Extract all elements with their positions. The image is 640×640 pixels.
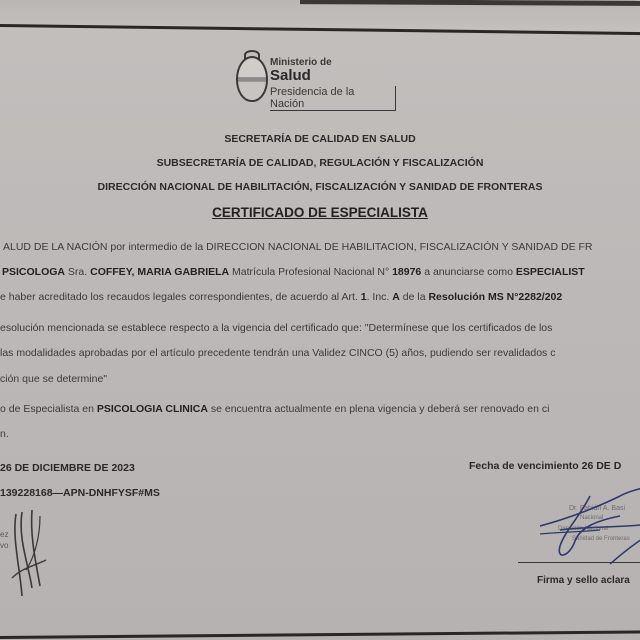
inc-value: A	[392, 291, 400, 303]
signature-line	[518, 562, 640, 563]
especialista-en-text: o de Especialista en	[0, 403, 97, 415]
announce-text: a anunciarse como	[421, 266, 516, 278]
paragraph-line-6: ción que se determine"	[0, 373, 108, 385]
professional-name: COFFEY, MARIA GABRIELA	[90, 266, 230, 278]
ministerio-salud-logo	[236, 52, 396, 110]
secretaria-heading: SECRETARÍA DE CALIDAD EN SALUD	[224, 133, 416, 145]
article-number: 1	[360, 291, 367, 303]
paragraph-line-3	[0, 291, 562, 303]
paragraph-line-2	[2, 266, 585, 278]
logo-line-1: Ministerio de	[270, 57, 332, 68]
signature-label: Firma y sello aclara	[537, 575, 630, 586]
right-signature-icon	[520, 486, 640, 566]
stamp-name: Dr. Fabián A. Basi	[569, 505, 626, 512]
de-la-text: de la	[399, 291, 429, 303]
left-stamp-line-1: ez	[0, 530, 9, 539]
certificate-title: CERTIFICADO DE ESPECIALISTA	[212, 205, 428, 220]
logo-line-2: Salud	[270, 67, 311, 84]
honorific: Sra.	[65, 266, 91, 278]
resolucion-number: Resolución MS N°2282/202	[428, 291, 563, 303]
especialista-text: ESPECIALIST	[515, 266, 585, 278]
left-stamp-line-2: vo	[0, 541, 9, 550]
direccion-heading: DIRECCIÓN NACIONAL DE HABILITACIÓN, FISCALIZACIÓN Y SANIDAD DE FRONTERAS	[97, 181, 543, 193]
profession: PSICOLOGA	[2, 266, 66, 278]
issuer-detail: por intermedio de la DIRECCION NACIONAL DE HABILITACION, FISCALIZACIÓN Y SANIDAD DE FR	[107, 241, 593, 253]
vigencia-text: se encuentra actualmente en plena vigencia y deberá ser renovado en ci	[207, 403, 550, 415]
matricula-label: Matrícula Profesional Nacional N°	[229, 266, 393, 278]
paragraph-line-1	[3, 241, 593, 253]
left-signature-icon	[10, 508, 50, 598]
issuer-text: ALUD DE LA NACIÓN	[3, 241, 108, 253]
expiry-date: Fecha de vencimiento 26 DE D	[469, 460, 622, 472]
accreditation-text: e haber acreditado los recaudos legales correspondientes, de acuerdo al Art.	[0, 291, 361, 303]
matricula-number: 18976	[392, 266, 422, 278]
document-id: 139228168—APN-DNHFYSF#MS	[0, 487, 160, 499]
subsecretaria-heading: SUBSECRETARÍA DE CALIDAD, REGULACIÓN Y FISCALIZACIÓN	[156, 157, 484, 169]
paragraph-line-5: las modalidades aprobadas por el artículo precedente tendrán una Validez CINCO (5) años, pudiendo ser revalidados c	[0, 347, 556, 359]
stamp-line-2: Nacional	[580, 515, 604, 521]
paragraph-line-7	[0, 403, 549, 415]
paragraph-line-8: n.	[0, 428, 9, 440]
bottom-border-line	[0, 630, 640, 639]
stamp-line-4: Sanidad de Fronteras	[572, 536, 630, 542]
paragraph-line-4: esolución mencionada se establece respecto a la vigencia del certificado que: "Determínese que los certificados de los	[0, 322, 553, 334]
issue-date: 26 DE DICIEMBRE DE 2023	[0, 462, 135, 474]
inc-label: . Inc.	[366, 291, 393, 303]
logo-line-3: Presidencia de la Nación	[270, 86, 396, 111]
specialty: PSICOLOGIA CLINICA	[96, 403, 208, 415]
stamp-line-3: Dirección Nacional	[558, 526, 609, 532]
argentina-coat-of-arms-icon	[236, 56, 268, 102]
